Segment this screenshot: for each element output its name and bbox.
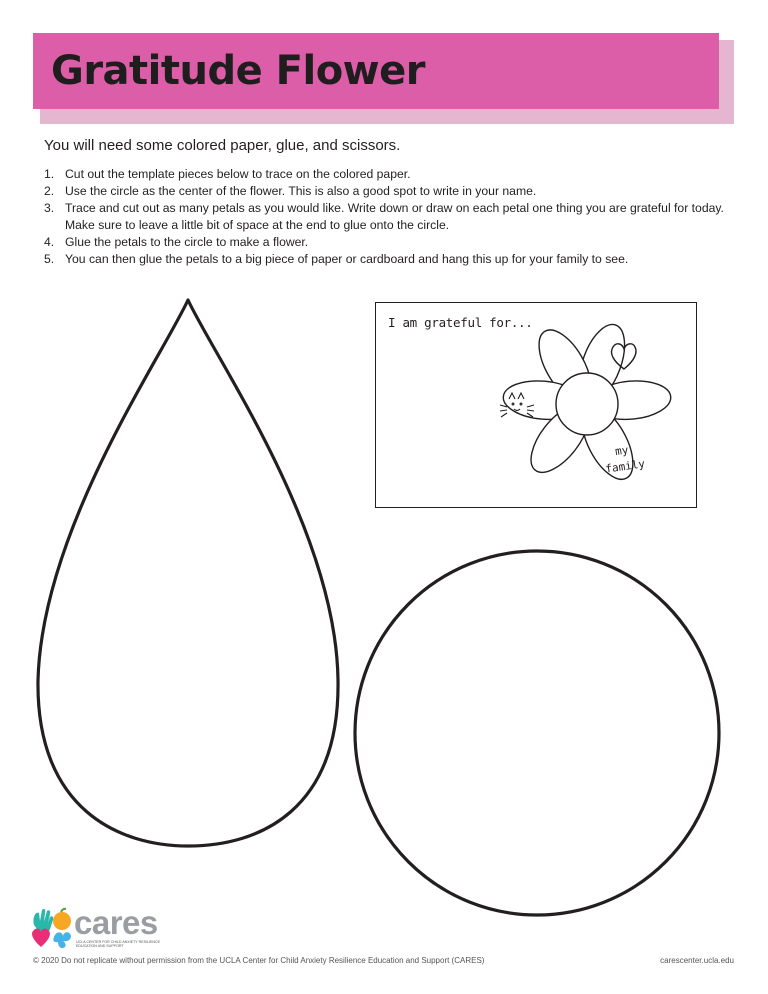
copyright-footer: © 2020 Do not replicate without permission from the UCLA Center for Child Anxiety Resilience Education and Support (CARES) bbox=[33, 956, 485, 965]
instruction-step: 5. You can then glue the petals to a big piece of paper or cardboard and hang this up for your family to see. bbox=[44, 252, 629, 266]
cares-logo-icon bbox=[30, 907, 72, 949]
petal-template bbox=[38, 300, 338, 846]
instruction-step: 2. Use the circle as the center of the flower. This is also a good spot to write in your name. bbox=[44, 184, 537, 198]
example-petal-text: my bbox=[614, 443, 630, 459]
example-caption: I am grateful for... bbox=[388, 315, 533, 330]
cares-logo-subtitle: UCLA CENTER FOR CHILD ANXIETY RESILIENCE EDUCATION AND SUPPORT bbox=[76, 940, 161, 949]
page-title: Gratitude Flower bbox=[51, 48, 425, 94]
instruction-step: 4. Glue the petals to the circle to make a flower. bbox=[44, 235, 309, 249]
instruction-step: 3. Trace and cut out as many petals as you would like. Write down or draw on each petal one thing you are grateful for today. Make sure to leave a little bit of space at the end to glue onto the circle. bbox=[44, 201, 724, 232]
website-url[interactable]: carescenter.ucla.edu bbox=[660, 956, 734, 965]
example-flower-center bbox=[556, 373, 618, 435]
instruction-step: 1. Cut out the template pieces below to trace on the colored paper. bbox=[44, 167, 411, 181]
example-flower-card bbox=[375, 302, 697, 508]
example-flower-drawing bbox=[376, 303, 698, 509]
materials-intro: You will need some colored paper, glue, and scissors. bbox=[44, 137, 401, 154]
cares-logo-wordmark: cares bbox=[74, 904, 158, 941]
circle-template bbox=[355, 551, 719, 915]
example-petal-text: family bbox=[604, 457, 646, 476]
